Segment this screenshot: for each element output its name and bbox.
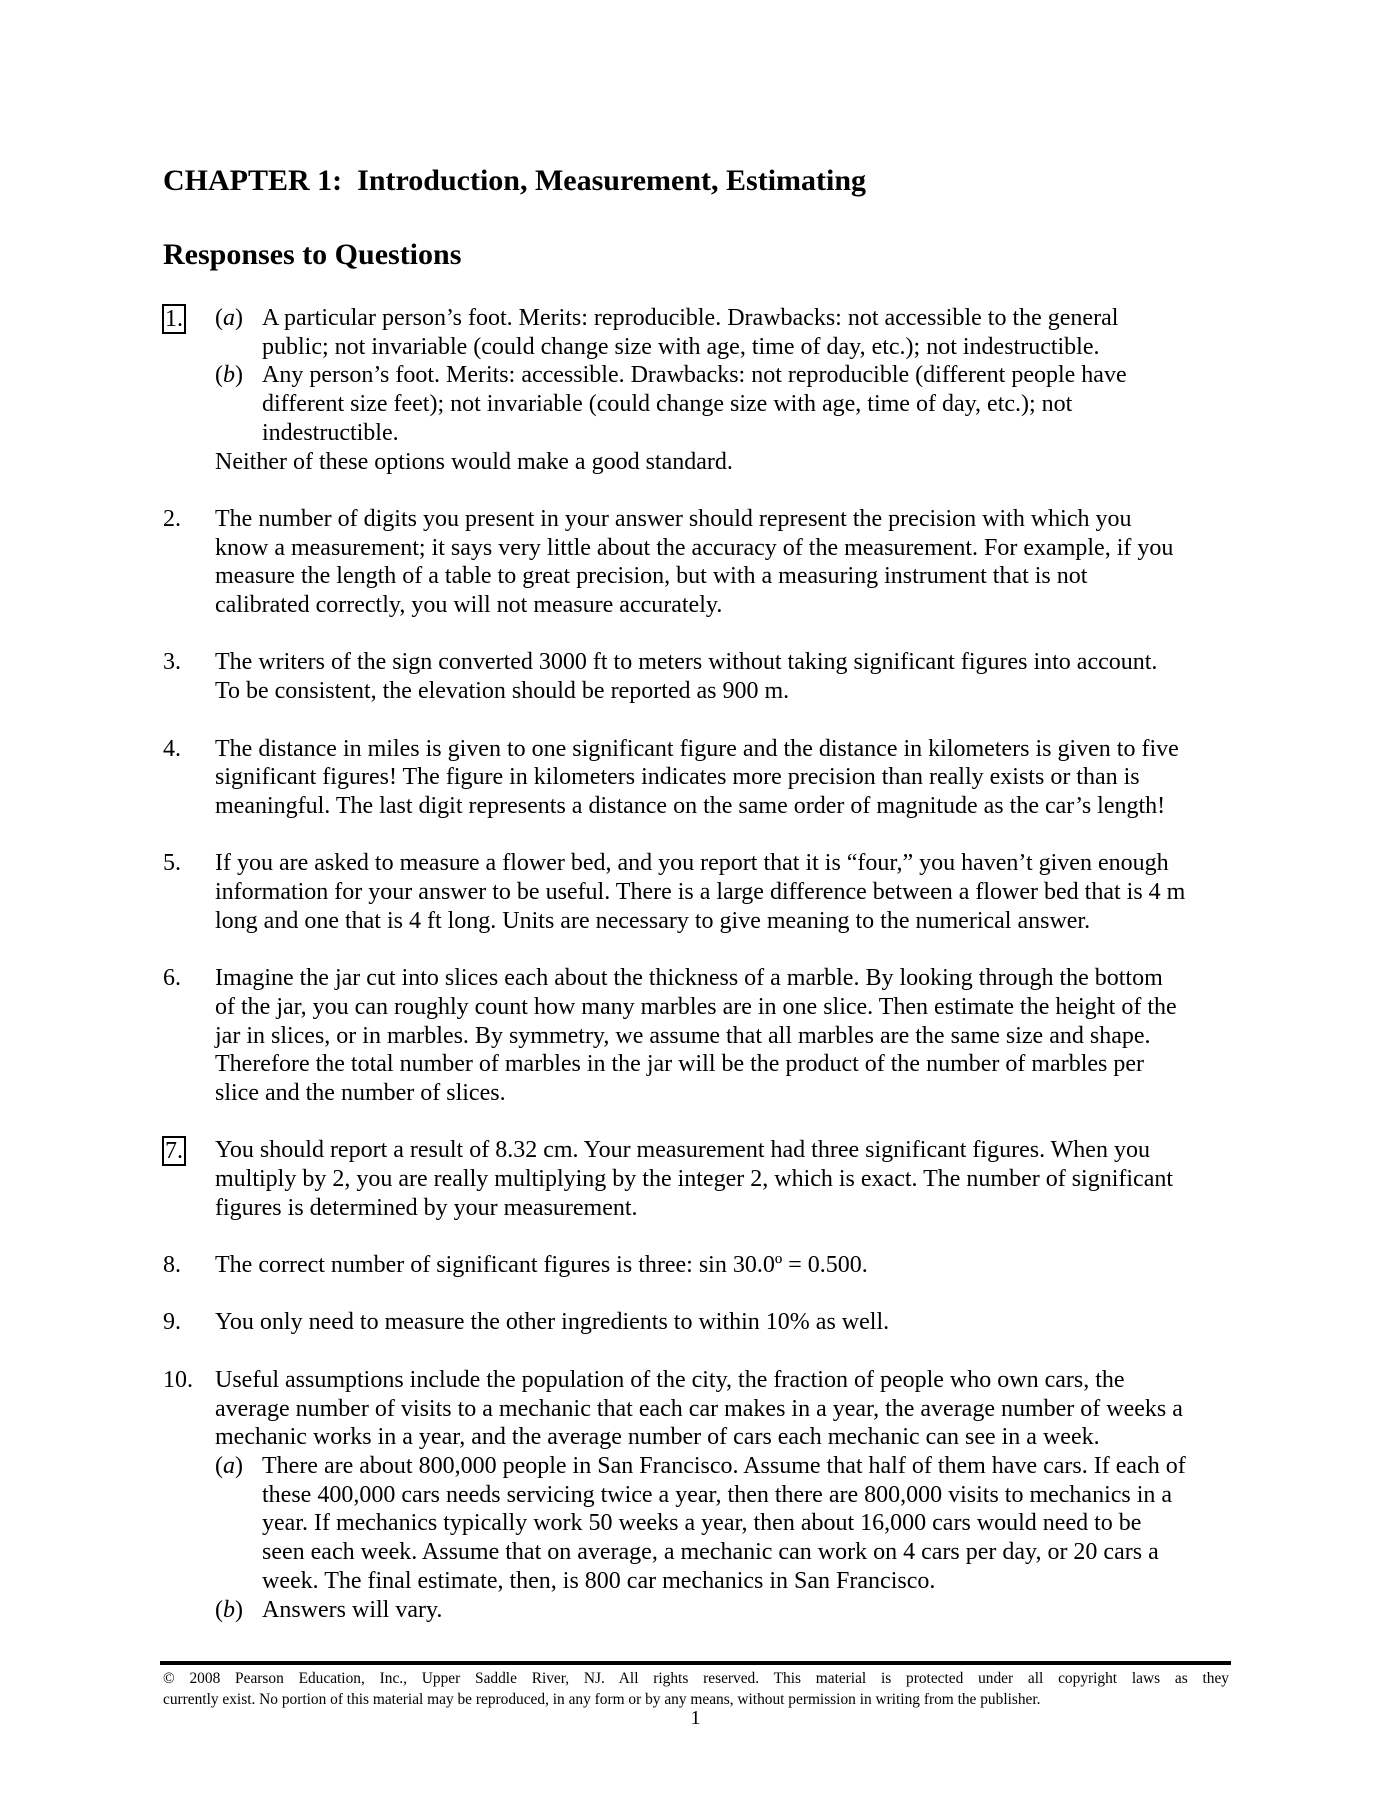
response-text-line: know a measurement; it says very little about the accuracy of the measurement. For example, if you — [215, 534, 1174, 561]
question-number: 5. — [163, 850, 181, 877]
sub-response-text-line: different size feet); not invariable (could change size with age, time of day, etc.); not — [262, 391, 1073, 418]
response-text-line: average number of visits to a mechanic that each car makes in a year, the average number of weeks a — [215, 1395, 1183, 1422]
sub-label-letter: a — [223, 305, 235, 331]
responses-list — [163, 304, 1238, 1653]
response-text-line: significant figures! The figure in kilometers indicates more precision than really exists or than is — [215, 764, 1140, 791]
sub-response-text-line: A particular person’s foot. Merits: reproducible. Drawbacks: not accessible to the general — [262, 305, 1119, 331]
response-text-line: calibrated correctly, you will not measure accurately. — [215, 592, 723, 619]
copyright-line-1: © 2008 Pearson Education, Inc., Upper Saddle River, NJ. All rights reserved. This material is protected under all copyright laws as they — [163, 1670, 1229, 1687]
response-text-line: meaningful. The last digit represents a distance on the same order of magnitude as the car’s length! — [215, 792, 1166, 819]
chapter-title: CHAPTER 1: Introduction, Measurement, Estimating — [163, 164, 867, 197]
sub-response-text-line: public; not invariable (could change size with age, time of day, etc.); not indestructible. — [262, 333, 1100, 360]
response-text-line: The distance in miles is given to one significant figure and the distance in kilometers is given to five — [215, 735, 1179, 762]
sub-label-letter: a — [223, 1452, 235, 1479]
response-text-line: Imagine the jar cut into slices each about the thickness of a marble. By looking through the bottom — [215, 965, 1163, 992]
response-text-line: long and one that is 4 ft long. Units are necessary to give meaning to the numerical answer. — [215, 907, 1091, 934]
sub-response-text-line: indestructible. — [262, 419, 399, 446]
boxed-question-number: 7. — [162, 1136, 186, 1166]
response-item — [163, 1308, 1238, 1337]
sub-response-text-line: Answers will vary. — [262, 1596, 443, 1623]
response-text-line: You only need to measure the other ingredients to within 10% as well. — [215, 1309, 890, 1336]
response-text-line: The writers of the sign converted 3000 ft to meters without taking significant figures into account. — [215, 649, 1158, 676]
response-text-line: measure the length of a table to great precision, but with a measuring instrument that is not — [215, 563, 1088, 590]
response-item — [163, 648, 1238, 705]
response-text-line: information for your answer to be useful. There is a large difference between a flower bed that is 4 m — [215, 879, 1186, 905]
sub-response-label: (b) — [215, 1596, 243, 1623]
response-item — [163, 735, 1238, 821]
response-text-line: of the jar, you can roughly count how many marbles are in one slice. Then estimate the height of the — [215, 993, 1177, 1020]
response-text-line: Therefore the total number of marbles in the jar will be the product of the number of marbles per — [215, 1051, 1145, 1078]
sub-response-text-line: Any person’s foot. Merits: accessible. Drawbacks: not reproducible (different people have — [262, 362, 1127, 389]
response-text-line: If you are asked to measure a flower bed, and you report that it is “four,” you haven’t given enough — [215, 850, 1169, 877]
response-text-line: mechanic works in a year, and the average number of cars each mechanic can see in a week. — [215, 1424, 1100, 1451]
response-item — [163, 304, 1238, 476]
section-heading: Responses to Questions — [163, 238, 462, 271]
response-text-line: To be consistent, the elevation should be reported as 900 m. — [215, 678, 790, 705]
boxed-question-number: 1. — [162, 304, 186, 334]
response-item — [163, 849, 1238, 935]
response-text-line: multiply by 2, you are really multiplying by the integer 2, which is exact. The number of significant — [215, 1166, 1174, 1192]
sub-response — [215, 304, 1238, 361]
sub-response-text-line: these 400,000 cars needs servicing twice a year, then there are 800,000 visits to mechanics in a — [262, 1481, 1173, 1508]
sub-label-letter: b — [223, 1596, 235, 1623]
response-item — [163, 1366, 1238, 1624]
page-number: 1 — [690, 1707, 701, 1729]
response-text-line: The correct number of significant figures is three: sin 30.0º = 0.500. — [215, 1252, 868, 1279]
copyright-notice — [163, 1668, 1229, 1710]
question-number: 6. — [163, 965, 181, 992]
response-text-line: figures is determined by your measurement. — [215, 1194, 638, 1221]
response-text-line: The number of digits you present in your answer should represent the precision with which you — [215, 505, 1132, 532]
sub-response — [215, 1452, 1238, 1596]
copyright-line-2: currently exist. No portion of this material may be reproduced, in any form or by any means, without permission in writing from the publisher. — [163, 1691, 1041, 1708]
footer-divider — [160, 1661, 1231, 1665]
question-number: 4. — [163, 735, 181, 762]
question-number: 3. — [163, 649, 181, 676]
question-number: 10. — [163, 1366, 193, 1393]
response-item — [163, 1251, 1238, 1280]
sub-response — [215, 1596, 1238, 1625]
question-number: 2. — [163, 505, 181, 532]
question-number: 9. — [163, 1309, 181, 1336]
sub-response-label: (b) — [215, 362, 243, 389]
sub-response-label: (a) — [215, 1452, 243, 1479]
sub-response-text-line: week. The final estimate, then, is 800 car mechanics in San Francisco. — [262, 1567, 936, 1594]
response-text-line: slice and the number of slices. — [215, 1079, 506, 1106]
sub-response-label: (a) — [215, 305, 243, 331]
question-number: 8. — [163, 1252, 181, 1279]
response-conclusion: Neither of these options would make a good standard. — [215, 448, 733, 475]
sub-response-text-line: There are about 800,000 people in San Francisco. Assume that half of them have cars. If each of — [262, 1452, 1186, 1479]
response-item — [163, 505, 1238, 620]
sub-response-text-line: seen each week. Assume that on average, a mechanic can work on 4 cars per day, or 20 cars a — [262, 1539, 1159, 1566]
sub-response-text-line: year. If mechanics typically work 50 weeks a year, then about 16,000 cars would need to be — [262, 1510, 1142, 1537]
response-text-line: Useful assumptions include the population of the city, the fraction of people who own cars, the — [215, 1366, 1125, 1393]
response-item — [163, 964, 1238, 1108]
sub-response — [215, 361, 1238, 447]
sub-label-letter: b — [223, 362, 235, 389]
response-text-line: You should report a result of 8.32 cm. Your measurement had three significant figures. When you — [215, 1137, 1150, 1164]
response-item — [163, 1136, 1238, 1222]
response-text-line: jar in slices, or in marbles. By symmetry, we assume that all marbles are the same size and shape. — [215, 1022, 1151, 1049]
